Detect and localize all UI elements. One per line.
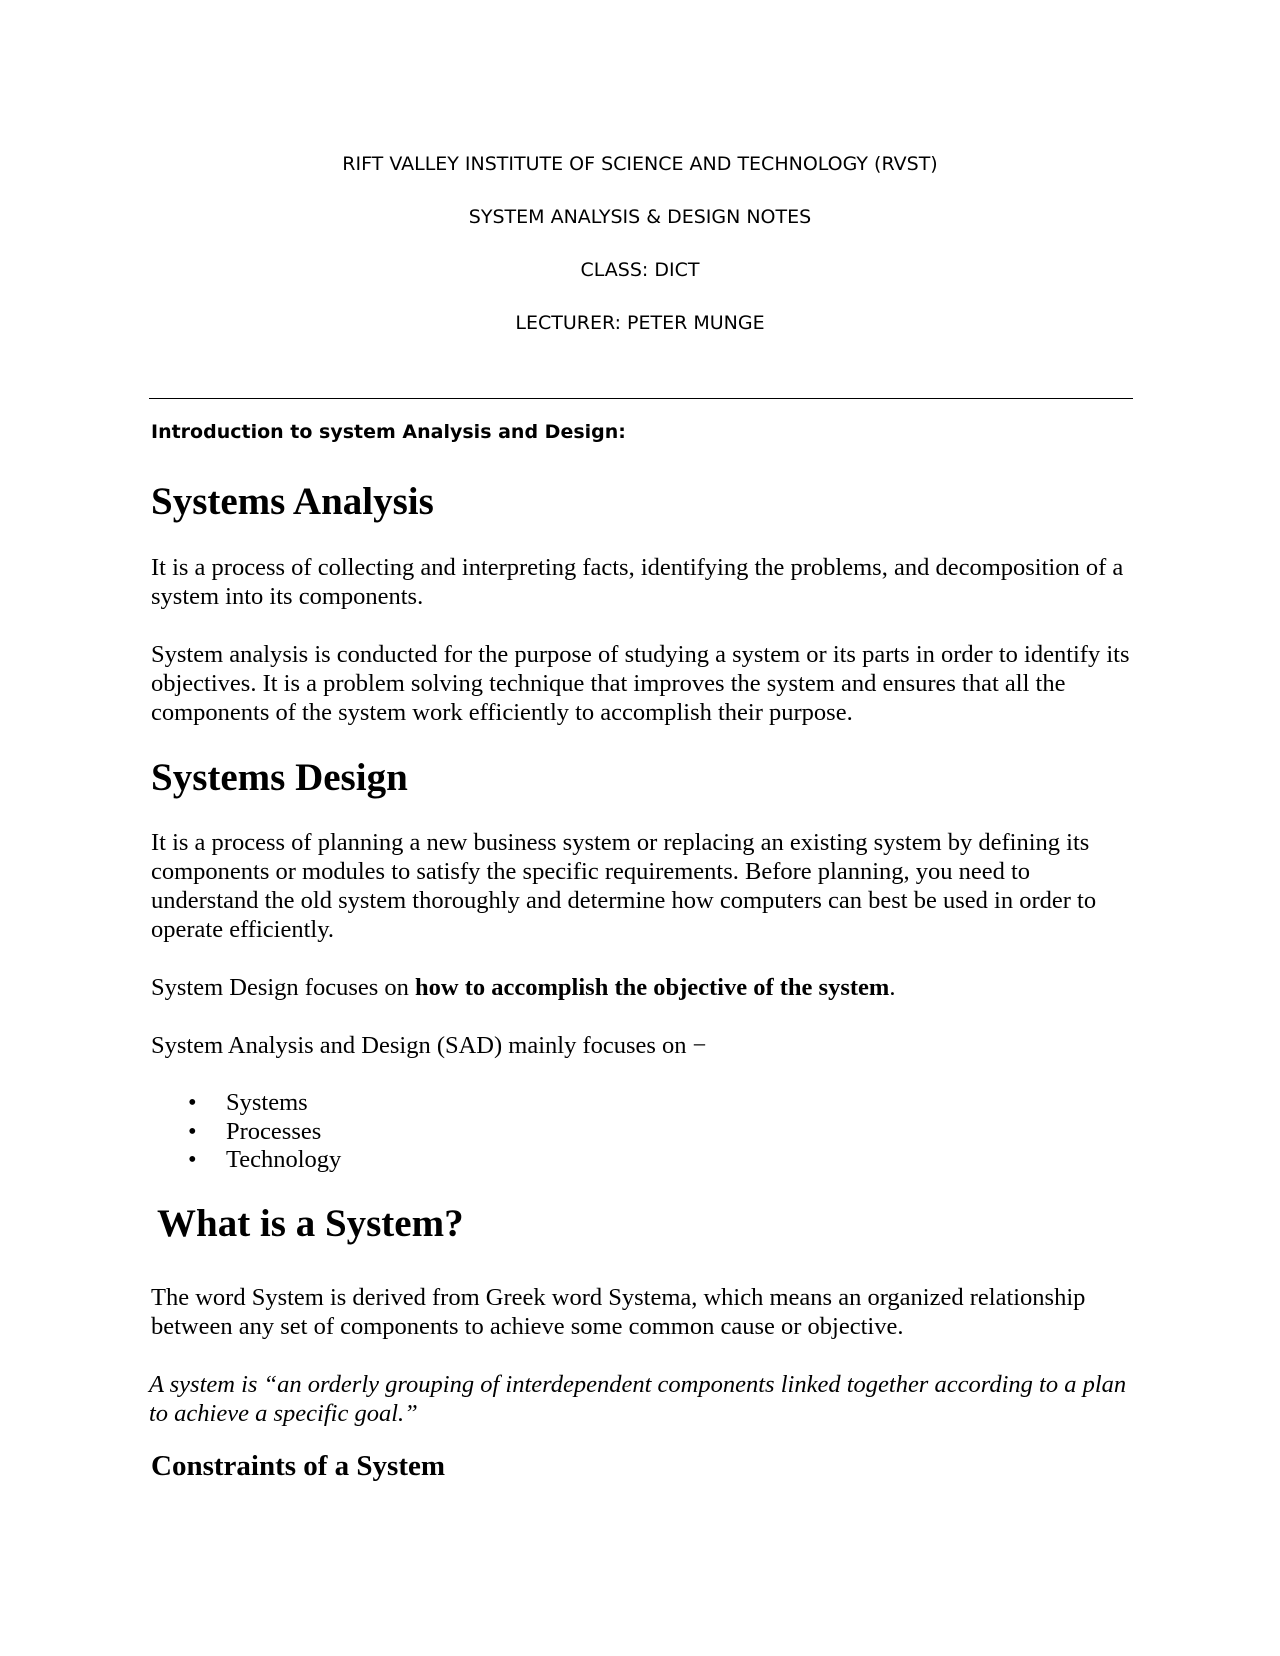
focus-list	[151, 1089, 341, 1175]
intro-heading: Introduction to system Analysis and Design:	[151, 421, 626, 443]
list-item	[151, 1146, 341, 1175]
list-item-label: Systems	[226, 1089, 308, 1116]
sad-intro-paragraph: System Analysis and Design (SAD) mainly focuses on −	[151, 1032, 707, 1059]
list-item-label: Technology	[226, 1146, 342, 1173]
what-is-system-heading: What is a System?	[157, 1202, 464, 1245]
design-focus-suffix: .	[889, 974, 896, 1001]
design-focus-paragraph	[151, 973, 1141, 1002]
list-item-label: Processes	[226, 1117, 322, 1145]
analysis-paragraph-1: It is a process of collecting and interpreting facts, identifying the problems, and decomposition of a system into its components.	[151, 554, 1124, 610]
systems-analysis-heading: Systems Analysis	[151, 480, 434, 523]
list-item	[151, 1118, 341, 1147]
system-definition-paragraph: The word System is derived from Greek word Systema, which means an organized relationship between any set of components to achieve some common cause or objective.	[151, 1284, 1086, 1340]
systems-design-heading: Systems Design	[151, 756, 408, 799]
notes-title: SYSTEM ANALYSIS & DESIGN NOTES	[468, 206, 812, 228]
bullet-icon: •	[188, 1089, 197, 1116]
bullet-icon: •	[188, 1146, 197, 1173]
analysis-paragraph-2: System analysis is conducted for the purpose of studying a system or its parts in order to identify its objectives. It is a problem solving technique that improves the system and ensures that all the components of the system work efficiently to accomplish their purpose.	[151, 641, 1130, 726]
institute-name: RIFT VALLEY INSTITUTE OF SCIENCE AND TECHNOLOGY (RVST)	[342, 153, 938, 175]
bullet-icon: •	[188, 1117, 197, 1145]
list-item	[151, 1089, 341, 1118]
design-paragraph-1: It is a process of planning a new business system or replacing an existing system by defining its components or modules to satisfy the specific requirements. Before planning, you need to understand the old system thoroughly and determine how computers can best be used in order to operate efficiently.	[151, 829, 1097, 943]
design-focus-prefix: System Design focuses on	[151, 974, 416, 1001]
header-divider	[149, 398, 1133, 399]
design-focus-bold: how to accomplish the objective of the system	[415, 974, 890, 1001]
system-quote-paragraph: A system is “an orderly grouping of interdependent components linked together according to a plan to achieve a specific goal.”	[149, 1371, 1127, 1427]
constraints-heading: Constraints of a System	[151, 1450, 446, 1482]
class-label: CLASS: DICT	[580, 259, 700, 281]
lecturer-label: LECTURER: PETER MUNGE	[515, 312, 765, 334]
